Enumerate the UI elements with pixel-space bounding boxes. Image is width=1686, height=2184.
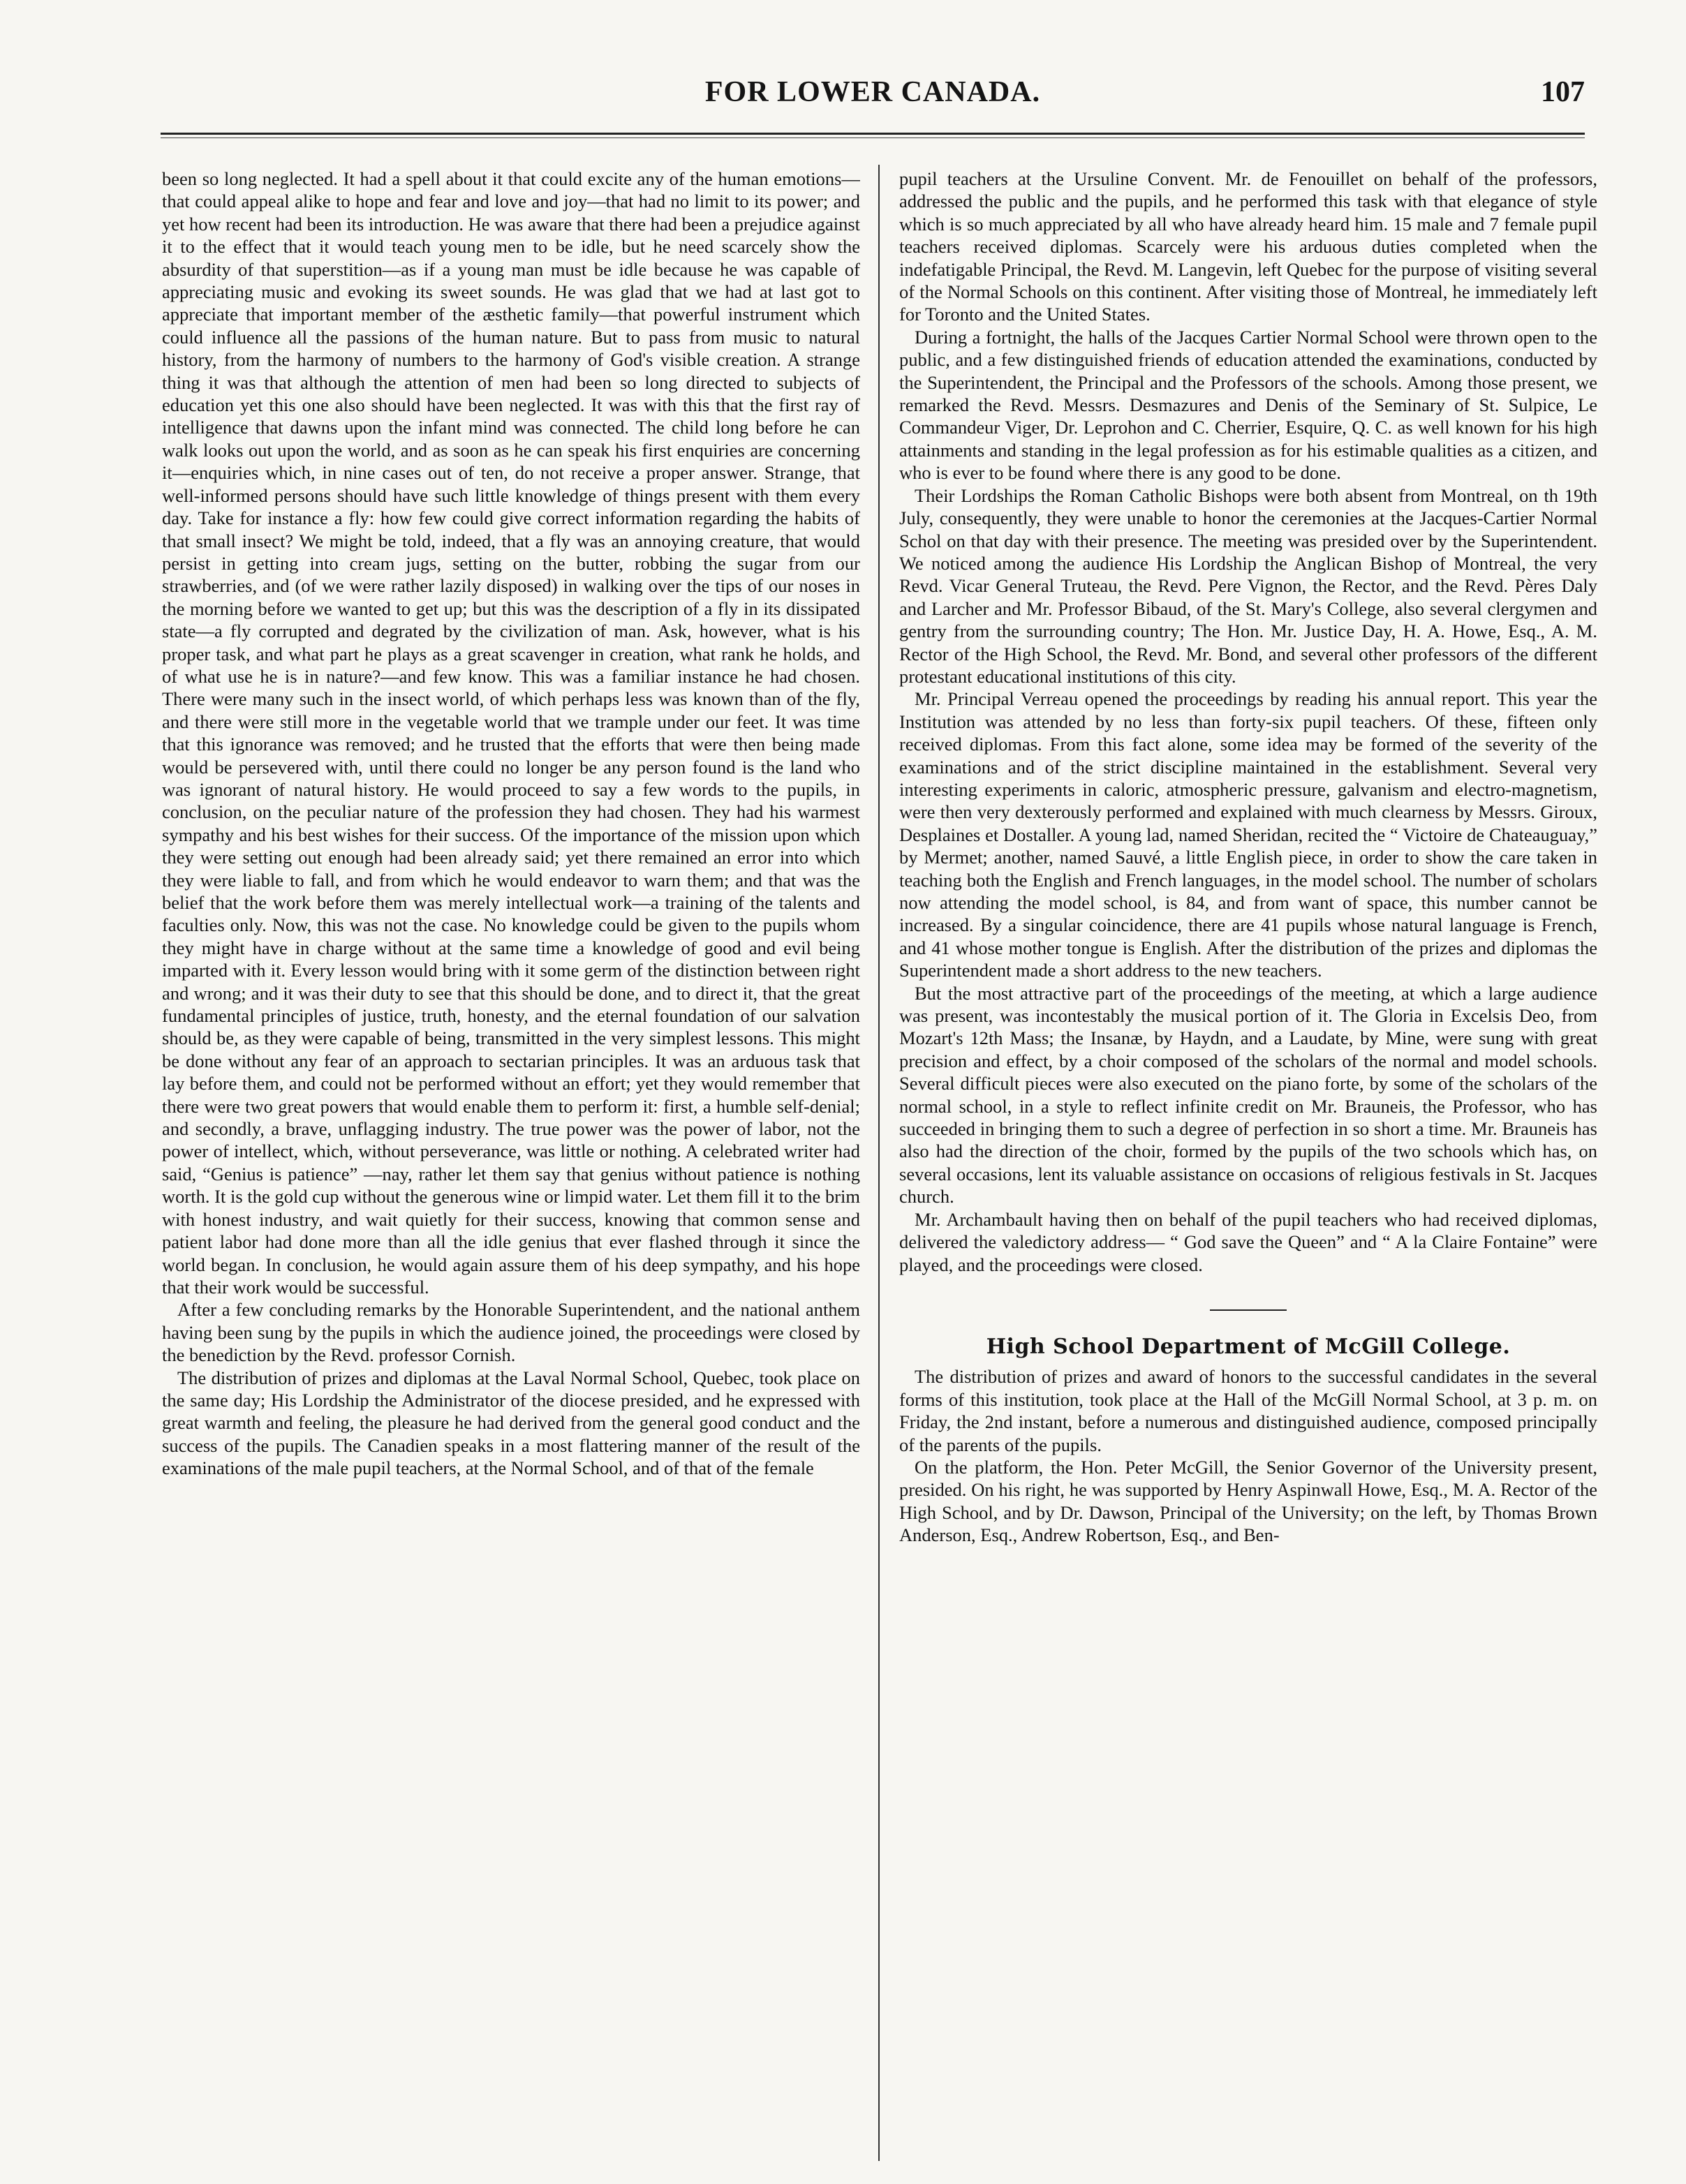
paragraph: The distribution of prizes and diplomas at the Laval Normal School, Quebec, took place on the same day; His Lordship the Administrator of the diocese presided, and he expressed with great warmth and feeling, the pleasure he had derived from the general good conduct and the success of the pupils. The Canadien speaks in a most flattering manner of the result of the examinations of the male pupil teachers, at the Normal School, and of that of the female [162,1367,860,1479]
paragraph: pupil teachers at the Ursuline Convent. Mr. de Fenouillet on behalf of the professors, addressed the public and the pupils, and he performed this task with that elegance of style which is so much appreciated by all who have already heard him. 15 male and 7 female pupil teachers received diplomas. Scarcely were his arduous duties completed when the indefatigable Principal, the Revd. M. Langevin, left Quebec for the purpose of visiting several of the Normal Schools on this continent. After visiting those of Montreal, he immediately left for Toronto and the United States. [899,168,1597,325]
running-title: FOR LOWER CANADA. [704,76,1041,108]
left-column [162,168,860,2164]
paragraph: Mr. Archambault having then on behalf of the pupil teachers who had received diplomas, delivered the valedictory address— “ God save the Queen” and “ A la Claire Fontaine” were played, and the proceedings were closed. [899,1208,1597,1275]
paragraph: On the platform, the Hon. Peter McGill, the Senior Governor of the University present, presided. On his right, he was supported by Henry Aspinwall Howe, Esq., M. A. Rector of the High School, and by Dr. Dawson, Principal of the University; on the left, by Thomas Brown Anderson, Esq., Andrew Robertson, Esq., and Ben- [899,1456,1597,1546]
paragraph: been so long neglected. It had a spell about it that could excite any of the human emotions—that could appeal alike to hope and fear and love and joy—that had no limit to its power; and yet how recent had been its introduction. He was aware that there had been a prejudice against it to the effect that it would teach young men to be idle, but he need scarcely show the absurdity of that superstition—as if a young man must be idle because he was capable of appreciating music and evoking its sweet sounds. He was glad that we had at last got to appreciate that important member of the æsthetic family—that powerful instrument which could influence all the passions of the human nature. But to pass from music to natural history, from the harmony of numbers to the harmony of God's visible creation. A strange thing it was that although the attention of men had been so long directed to subjects of education yet this one also should have been neglected. It was with this that the first ray of intelligence that dawns upon the infant mind was connected. The child long before he can walk looks out upon the world, and as soon as he can speak his first enquiries are concerning it—enquiries which, in nine cases out of ten, do not receive a proper answer. Strange, that well-informed persons should have such little knowledge of things present with them every day. Take for instance a fly: how few could give correct information regarding the habits of that small insect? We might be told, indeed, that a fly was an annoying creature, that would persist in getting into cream jugs, setting on the butter, robbing the sugar from our strawberries, and (of we were rather lazily disposed) in walking over the tips of our noses in the morning before we wanted to get up; but this was the description of a fly in its dissipated state—a fly corrupted and degrated by the civilization of man. Ask, however, what is his proper task, and what part he plays as a great scavenger in creation, what rank he holds, and of what use he is in nature?—and few know. This was a familiar instance he had chosen. There were many such in the insect world, of which perhaps less was known than of the fly, and there were still more in the vegetable world that we trample under our feet. It was time that this ignorance was removed; and he trusted that the efforts that were then being made would be persevered with, until there could no longer be any person found is the land who was ignorant of natural history. He would proceed to say a few words to the pupils, in conclusion, on the peculiar nature of the profession they had chosen. They had his warmest sympathy and his best wishes for their success. Of the importance of the mission upon which they were setting out enough had been already said; yet there remained an error into which they were liable to fall, and from which he would endeavor to warn them; and that was the belief that the work before them was merely intellectual work—a training of the talents and faculties only. Now, this was not the case. No knowledge could be given to the pupils whom they might have in charge without at the same time a knowledge of good and evil being imparted with it. Every lesson would bring with it some germ of the distinction between right and wrong; and it was their duty to see that this should be done, and to direct it, that the great fundamental principles of justice, truth, honesty, and the eternal foundation of our salvation should be, as they were capable of being, transmitted in the very simplest lessons. This might be done without any fear of an approach to sectarian principles. It was an arduous task that lay before them, and could not be performed without an effort; yet they would remember that there were two great powers that would enable them to perform it: first, a humble self-denial; and secondly, a brave, unflagging industry. The true power was the power of labor, not the power of intellect, which, without perseverance, was little or nothing. A celebrated writer had said, “Genius is patience” —nay, rather let them say that genius without patience is nothing worth. It is the gold cup without the generous wine or limpid water. Let them fill it to the brim with honest industry, and wait quietly for their success, knowing that common sense and patient labor had done more than all the idle genius that ever flashed through it since the world began. In conclusion, he would again assure them of his deep sympathy, and his hope that their work would be successful. [162,168,860,1298]
page-number: 107 [1541,76,1585,108]
right-column [899,168,1597,2164]
page-header [161,75,1585,117]
section-heading: High School Department of McGill College. [986,1334,1511,1359]
paragraph: Mr. Principal Verreau opened the proceedings by reading his annual report. This year the Institution was attended by no less than forty-six pupil teachers. Of these, fifteen only received diplomas. From this fact alone, some idea may be formed of the severity of the examinations and of the strict discipline maintained in the establishment. Several very interesting experiments in caloric, atmospheric pressure, galvanism and electro-magnetism, were then very dexterously performed and explained with much clearness by Messrs. Giroux, Desplaines et Dostaller. A young lad, named Sheridan, recited the “ Victoire de Chateauguay,” by Mermet; another, named Sauvé, a little English piece, in order to show the care taken in teaching both the English and French languages, in the model school. The number of scholars now attending the model school, is 84, and from want of space, this number cannot be increased. By a singular coincidence, there are 41 pupils whose natural language is French, and 41 whose mother tongue is English. After the distribution of the prizes and diplomas the Superintendent made a short address to the new teachers. [899,688,1597,981]
section-separator [1210,1309,1287,1311]
paragraph: The distribution of prizes and award of honors to the successful candidates in the several forms of this institution, took place at the Hall of the McGill Normal School, at 3 p. m. on Friday, the 2nd instant, before a numerous and distinguished audience, composed principally of the parents of the pupils. [899,1366,1597,1455]
paragraph: After a few concluding remarks by the Honorable Superintendent, and the national anthem having been sung by the pupils in which the audience joined, the proceedings were closed by the benediction by the Revd. professor Cornish. [162,1299,860,1366]
column-divider [878,165,880,2161]
header-rule [161,133,1585,138]
paragraph: During a fortnight, the halls of the Jacques Cartier Normal School were thrown open to the public, and a few distinguished friends of education attended the examinations, conducted by the Superintendent, the Principal and the Professors of the schools. Among those present, we remarked the Revd. Messrs. Desmazures and Denis of the Seminary of St. Sulpice, Le Commandeur Viger, Dr. Leprohon and C. Cherrier, Esquire, Q. C. as well known for his high attainments and standing in the legal profession as for his estimable qualities as a citizen, and who is ever to be found where there is any good to be done. [899,326,1597,484]
paragraph: But the most attractive part of the proceedings of the meeting, at which a large audience was present, was incontestably the musical portion of it. The Gloria in Excelsis Deo, from Mozart's 12th Mass; the Insanæ, by Haydn, and a Laudate, by Mine, were sung with great precision and effect, by a choir composed of the scholars of the normal and model schools. Several difficult pieces were also executed on the piano forte, by some of the scholars of the normal school, in a style to reflect infinite credit on Mr. Brauneis, the Professor, who has succeeded in bringing them to such a degree of perfection in so short a time. Mr. Brauneis has also had the direction of the choir, formed by the pupils of the two schools which has, on several occasions, lent its valuable assistance on occasions of religious festivals in St. Jacques church. [899,982,1597,1208]
paragraph: Their Lordships the Roman Catholic Bishops were both absent from Montreal, on th 19th July, consequently, they were unable to honor the ceremonies at the Jacques-Cartier Normal Schol on that day with their presence. The meeting was presided over by the Superintendent. We noticed among the audience His Lordship the Anglican Bishop of Montreal, the very Revd. Vicar General Truteau, the Revd. Pere Vignon, the Rector, and the Revd. Pères Daly and Larcher and Mr. Professor Bibaud, of the St. Mary's College, also several clergymen and gentry from the surrounding country; The Hon. Mr. Justice Day, H. A. Howe, Esq., A. M. Rector of the High School, the Revd. Mr. Bond, and several other professors of the different protestant educational institutions of this city. [899,484,1597,687]
